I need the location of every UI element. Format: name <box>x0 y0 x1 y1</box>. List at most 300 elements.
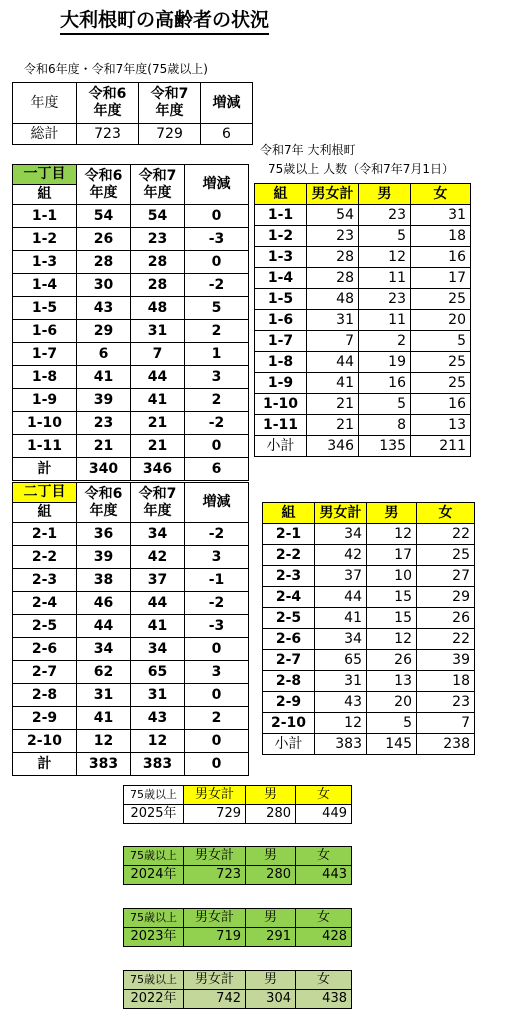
table-cell: 1-4 <box>13 274 77 297</box>
table-cell: 0 <box>185 435 249 458</box>
summary-table <box>123 908 352 947</box>
table-cell: 1-4 <box>255 268 307 289</box>
table-cell: 21 <box>77 435 131 458</box>
chome2-gender-table <box>262 502 475 755</box>
table-cell: 23 <box>307 226 359 247</box>
table-cell: 2-5 <box>13 615 77 638</box>
table-cell: 1-6 <box>13 320 77 343</box>
total-comparison-table <box>12 82 253 145</box>
table-cell: 26 <box>417 608 475 629</box>
table-row <box>13 458 249 481</box>
table-cell: 65 <box>131 661 185 684</box>
table-cell: 742 <box>184 990 246 1009</box>
table-cell: 383 <box>131 753 185 776</box>
table-cell: 428 <box>296 928 352 947</box>
table-cell: 3 <box>185 366 249 389</box>
table-row <box>13 412 249 435</box>
table-cell: 2-7 <box>263 650 315 671</box>
table-cell: 計 <box>13 753 77 776</box>
table-cell: 2-8 <box>13 684 77 707</box>
table-cell: 291 <box>246 928 296 947</box>
header-cell: 組 <box>263 503 315 524</box>
table-cell: 145 <box>367 734 417 755</box>
table-cell: 2 <box>185 320 249 343</box>
table-cell: 41 <box>131 389 185 412</box>
table-cell: 2 <box>185 389 249 412</box>
table-cell: 16 <box>411 247 471 268</box>
table-cell: 23 <box>131 228 185 251</box>
table-row <box>124 805 352 824</box>
table-cell: 1-2 <box>255 226 307 247</box>
table-cell: 1-1 <box>13 205 77 228</box>
table-cell: 1-11 <box>13 435 77 458</box>
table-cell: 1-8 <box>255 352 307 373</box>
table-cell: 34 <box>131 523 185 546</box>
table-cell: 18 <box>417 671 475 692</box>
table-cell: 65 <box>315 650 367 671</box>
table-cell: 2-2 <box>13 546 77 569</box>
table-row <box>13 615 249 638</box>
table-row <box>13 546 249 569</box>
table-cell: 1-7 <box>13 343 77 366</box>
table-cell: 1-6 <box>255 310 307 331</box>
table-cell: 6 <box>201 124 253 145</box>
table-cell: 2-8 <box>263 671 315 692</box>
table-cell: 44 <box>77 615 131 638</box>
header-cell: 女 <box>296 847 352 866</box>
table-row <box>124 866 352 885</box>
header-row <box>255 184 471 205</box>
group-label: 組 <box>37 504 52 520</box>
table-row <box>255 373 471 394</box>
table-cell: 44 <box>315 587 367 608</box>
table-row <box>13 366 249 389</box>
table-cell: 1-5 <box>13 297 77 320</box>
table-cell: 54 <box>307 205 359 226</box>
table-cell: 12 <box>367 629 417 650</box>
table-cell: 27 <box>417 566 475 587</box>
table-cell: 729 <box>184 805 246 824</box>
table-cell: 2-6 <box>263 629 315 650</box>
table-cell: 23 <box>77 412 131 435</box>
table-cell: 44 <box>307 352 359 373</box>
table-row <box>263 650 475 671</box>
table-cell: 12 <box>359 247 411 268</box>
table-cell: 7 <box>307 331 359 352</box>
table-cell: 729 <box>139 124 201 145</box>
table-cell: -2 <box>185 592 249 615</box>
table-cell: 7 <box>131 343 185 366</box>
table-cell: 3 <box>185 546 249 569</box>
table-cell: -2 <box>185 523 249 546</box>
table-row <box>13 274 249 297</box>
table-row <box>13 205 249 228</box>
table-row <box>13 684 249 707</box>
table-cell: 719 <box>184 928 246 947</box>
table-row <box>13 569 249 592</box>
table-cell: 15 <box>367 608 417 629</box>
table-cell: 2023年 <box>124 928 184 947</box>
table-cell: 346 <box>131 458 185 481</box>
header-cell: 令和7 年度 <box>131 483 185 523</box>
table-cell: 48 <box>307 289 359 310</box>
header-cell <box>13 165 77 205</box>
table-cell: 2-1 <box>13 523 77 546</box>
table-cell: 2022年 <box>124 990 184 1009</box>
table-cell: 31 <box>411 205 471 226</box>
table-cell: 21 <box>131 412 185 435</box>
table-cell: 21 <box>307 415 359 436</box>
table-row <box>13 435 249 458</box>
page-title: 大利根町の高齢者の状況 <box>60 8 269 35</box>
header-cell: 増減 <box>185 483 249 523</box>
header-cell: 令和6 年度 <box>77 165 131 205</box>
table-cell: 43 <box>131 707 185 730</box>
chome1-gender-table <box>254 183 471 457</box>
table-cell: 5 <box>185 297 249 320</box>
table-cell: 2-9 <box>263 692 315 713</box>
header-cell: 男女計 <box>184 971 246 990</box>
table-cell: 0 <box>185 684 249 707</box>
table-row <box>13 730 249 753</box>
table-cell: 2-7 <box>13 661 77 684</box>
table-cell: 25 <box>411 373 471 394</box>
table-row <box>263 671 475 692</box>
header-cell: 女 <box>296 909 352 928</box>
table-cell: 383 <box>77 753 131 776</box>
header-cell: 年度 <box>13 83 77 124</box>
table-cell: 1-3 <box>13 251 77 274</box>
table-cell: 26 <box>367 650 417 671</box>
table-cell: 42 <box>315 545 367 566</box>
header-cell: 男 <box>246 847 296 866</box>
header-cell: 男 <box>246 909 296 928</box>
table-cell: 723 <box>184 866 246 885</box>
table-cell: 5 <box>367 713 417 734</box>
table-cell: 15 <box>367 587 417 608</box>
table-cell: 44 <box>131 592 185 615</box>
table-cell: 5 <box>359 226 411 247</box>
header-row <box>124 847 352 866</box>
table-cell: -3 <box>185 615 249 638</box>
table-row <box>255 247 471 268</box>
header-row <box>263 503 475 524</box>
table-cell: 1-11 <box>255 415 307 436</box>
table-cell: 46 <box>77 592 131 615</box>
chome2-comparison-table <box>12 482 249 776</box>
table-row <box>263 524 475 545</box>
group-label: 組 <box>37 186 52 202</box>
table-cell: 1-5 <box>255 289 307 310</box>
table-cell: 2-3 <box>263 566 315 587</box>
table-cell: 20 <box>411 310 471 331</box>
table-cell: 28 <box>131 274 185 297</box>
header-cell: 75歳以上 <box>124 847 184 866</box>
table-cell: 42 <box>131 546 185 569</box>
header-cell: 令和7 年度 <box>139 83 201 124</box>
table-cell: 13 <box>367 671 417 692</box>
right-caption-town: 令和7年 大利根町 <box>260 143 356 157</box>
table-cell: 2-3 <box>13 569 77 592</box>
table-row <box>13 592 249 615</box>
table-cell: 8 <box>359 415 411 436</box>
table-cell: 62 <box>77 661 131 684</box>
header-row <box>124 786 352 805</box>
table-cell: 1-9 <box>255 373 307 394</box>
table-cell: 2-10 <box>263 713 315 734</box>
table-cell: 2024年 <box>124 866 184 885</box>
table-cell: 2025年 <box>124 805 184 824</box>
header-cell: 増減 <box>201 83 253 124</box>
table-cell: 11 <box>359 310 411 331</box>
table-cell: 5 <box>411 331 471 352</box>
table-row <box>255 331 471 352</box>
table-row <box>13 320 249 343</box>
table-row <box>13 523 249 546</box>
table-row <box>13 707 249 730</box>
table-cell: 13 <box>411 415 471 436</box>
table-row <box>13 753 249 776</box>
table-cell: 304 <box>246 990 296 1009</box>
table-row <box>13 343 249 366</box>
table-row <box>263 692 475 713</box>
table-cell: 38 <box>77 569 131 592</box>
header-row <box>124 909 352 928</box>
header-cell: 男女計 <box>184 909 246 928</box>
top-table-caption: 令和6年度・令和7年度(75歳以上) <box>24 62 208 76</box>
table-cell: 340 <box>77 458 131 481</box>
table-cell: 19 <box>359 352 411 373</box>
table-cell: 23 <box>359 205 411 226</box>
table-cell: 2 <box>185 707 249 730</box>
table-cell: 39 <box>77 389 131 412</box>
table-cell: 238 <box>417 734 475 755</box>
table-row <box>263 545 475 566</box>
table-cell: 34 <box>315 629 367 650</box>
table-cell: 21 <box>307 394 359 415</box>
table-cell: 41 <box>77 366 131 389</box>
header-cell: 女 <box>417 503 475 524</box>
header-cell: 女 <box>296 971 352 990</box>
table-cell: 135 <box>359 436 411 457</box>
table-row <box>13 638 249 661</box>
header-cell: 組 <box>255 184 307 205</box>
table-cell: 23 <box>359 289 411 310</box>
table-cell: 0 <box>185 638 249 661</box>
table-cell: 31 <box>131 684 185 707</box>
table-cell: 6 <box>77 343 131 366</box>
table-cell: 12 <box>315 713 367 734</box>
table-row <box>13 661 249 684</box>
header-cell: 75歳以上 <box>124 909 184 928</box>
table-cell: 1-10 <box>255 394 307 415</box>
table-row <box>263 713 475 734</box>
table-cell: 54 <box>77 205 131 228</box>
table-cell: 723 <box>77 124 139 145</box>
table-row <box>255 415 471 436</box>
table-cell: 1-1 <box>255 205 307 226</box>
table-row <box>263 629 475 650</box>
table-cell: 34 <box>77 638 131 661</box>
table-row <box>255 436 471 457</box>
table-cell: 41 <box>77 707 131 730</box>
table-cell: 0 <box>185 251 249 274</box>
header-cell: 男 <box>246 786 296 805</box>
table-cell: 280 <box>246 805 296 824</box>
header-cell: 75歳以上 <box>124 786 184 805</box>
table-cell: 6 <box>185 458 249 481</box>
table-row <box>13 228 249 251</box>
table-cell: 1 <box>185 343 249 366</box>
table-cell: 1-2 <box>13 228 77 251</box>
table-cell: 12 <box>131 730 185 753</box>
table-row <box>263 587 475 608</box>
table-row <box>263 608 475 629</box>
table-cell: -2 <box>185 412 249 435</box>
table-cell: 28 <box>77 251 131 274</box>
table-cell: 1-3 <box>255 247 307 268</box>
table-cell: 1-7 <box>255 331 307 352</box>
table-row <box>255 289 471 310</box>
table-cell: 37 <box>131 569 185 592</box>
table-cell: 17 <box>367 545 417 566</box>
table-row <box>255 268 471 289</box>
table-cell: 2-1 <box>263 524 315 545</box>
header-cell: 女 <box>411 184 471 205</box>
table-row <box>124 928 352 947</box>
table-cell: 346 <box>307 436 359 457</box>
table-cell: -3 <box>185 228 249 251</box>
header-cell: 男 <box>367 503 417 524</box>
table-cell: 280 <box>246 866 296 885</box>
right-caption-population: 75歳以上 人数（令和7年7月1日） <box>268 162 454 176</box>
chome2-label: 二丁目 <box>13 483 76 503</box>
table-cell: 21 <box>131 435 185 458</box>
table-cell: 25 <box>411 289 471 310</box>
table-cell: 18 <box>411 226 471 247</box>
chome1-comparison-table <box>12 164 249 481</box>
table-cell: 28 <box>307 268 359 289</box>
table-cell: 小計 <box>263 734 315 755</box>
table-cell: 34 <box>315 524 367 545</box>
header-cell: 男 <box>359 184 411 205</box>
table-cell: 5 <box>359 394 411 415</box>
table-cell: 22 <box>417 629 475 650</box>
table-cell: 1-8 <box>13 366 77 389</box>
header-row <box>124 971 352 990</box>
table-cell: 44 <box>131 366 185 389</box>
table-cell: 449 <box>296 805 352 824</box>
table-cell: 211 <box>411 436 471 457</box>
table-cell: 31 <box>131 320 185 343</box>
table-cell: 39 <box>77 546 131 569</box>
table-cell: 12 <box>77 730 131 753</box>
table-cell: 28 <box>131 251 185 274</box>
table-cell: 小計 <box>255 436 307 457</box>
table-cell: -2 <box>185 274 249 297</box>
table-cell: 0 <box>185 205 249 228</box>
table-cell: 総計 <box>13 124 77 145</box>
table-cell: 41 <box>131 615 185 638</box>
table-cell: 28 <box>307 247 359 268</box>
header-cell: 男女計 <box>184 847 246 866</box>
table-cell: 計 <box>13 458 77 481</box>
table-cell: 2-9 <box>13 707 77 730</box>
table-cell: 43 <box>77 297 131 320</box>
table-cell: 2-10 <box>13 730 77 753</box>
header-cell: 令和6 年度 <box>77 483 131 523</box>
table-row <box>13 297 249 320</box>
table-cell: 41 <box>307 373 359 394</box>
table-cell: 34 <box>131 638 185 661</box>
table-cell: 31 <box>77 684 131 707</box>
header-cell: 令和7 年度 <box>131 165 185 205</box>
table-row <box>255 226 471 247</box>
table-cell: 54 <box>131 205 185 228</box>
summary-table <box>123 846 352 885</box>
table-cell: 383 <box>315 734 367 755</box>
chome1-label: 一丁目 <box>13 165 76 185</box>
table-cell: 3 <box>185 661 249 684</box>
header-cell: 男女計 <box>315 503 367 524</box>
table-cell: 31 <box>307 310 359 331</box>
header-cell: 男女計 <box>184 786 246 805</box>
header-cell: 増減 <box>185 165 249 205</box>
header-cell: 女 <box>296 786 352 805</box>
table-row <box>255 205 471 226</box>
table-cell: 2-6 <box>13 638 77 661</box>
table-cell: 43 <box>315 692 367 713</box>
table-cell: -1 <box>185 569 249 592</box>
table-cell: 17 <box>411 268 471 289</box>
table-cell: 25 <box>417 545 475 566</box>
header-cell: 令和6 年度 <box>77 83 139 124</box>
summary-table <box>123 970 352 1009</box>
summary-table <box>123 785 352 824</box>
table-cell: 16 <box>359 373 411 394</box>
table-cell: 31 <box>315 671 367 692</box>
header-cell: 男 <box>246 971 296 990</box>
table-cell: 10 <box>367 566 417 587</box>
table-cell: 20 <box>367 692 417 713</box>
table-cell: 1-10 <box>13 412 77 435</box>
table-cell: 29 <box>417 587 475 608</box>
header-cell <box>13 483 77 523</box>
table-cell: 25 <box>411 352 471 373</box>
table-row <box>13 389 249 412</box>
table-cell: 2 <box>359 331 411 352</box>
table-row <box>263 734 475 755</box>
table-cell: 0 <box>185 753 249 776</box>
table-cell: 37 <box>315 566 367 587</box>
table-cell: 2-4 <box>263 587 315 608</box>
table-cell: 2-5 <box>263 608 315 629</box>
table-cell: 29 <box>77 320 131 343</box>
table-cell: 1-9 <box>13 389 77 412</box>
table-row <box>255 394 471 415</box>
header-cell: 男女計 <box>307 184 359 205</box>
table-cell: 22 <box>417 524 475 545</box>
table-cell: 48 <box>131 297 185 320</box>
table-cell: 2-2 <box>263 545 315 566</box>
table-cell: 41 <box>315 608 367 629</box>
table-row <box>263 566 475 587</box>
table-cell: 438 <box>296 990 352 1009</box>
table-cell: 443 <box>296 866 352 885</box>
table-row <box>124 990 352 1009</box>
table-cell: 26 <box>77 228 131 251</box>
table-row <box>13 251 249 274</box>
